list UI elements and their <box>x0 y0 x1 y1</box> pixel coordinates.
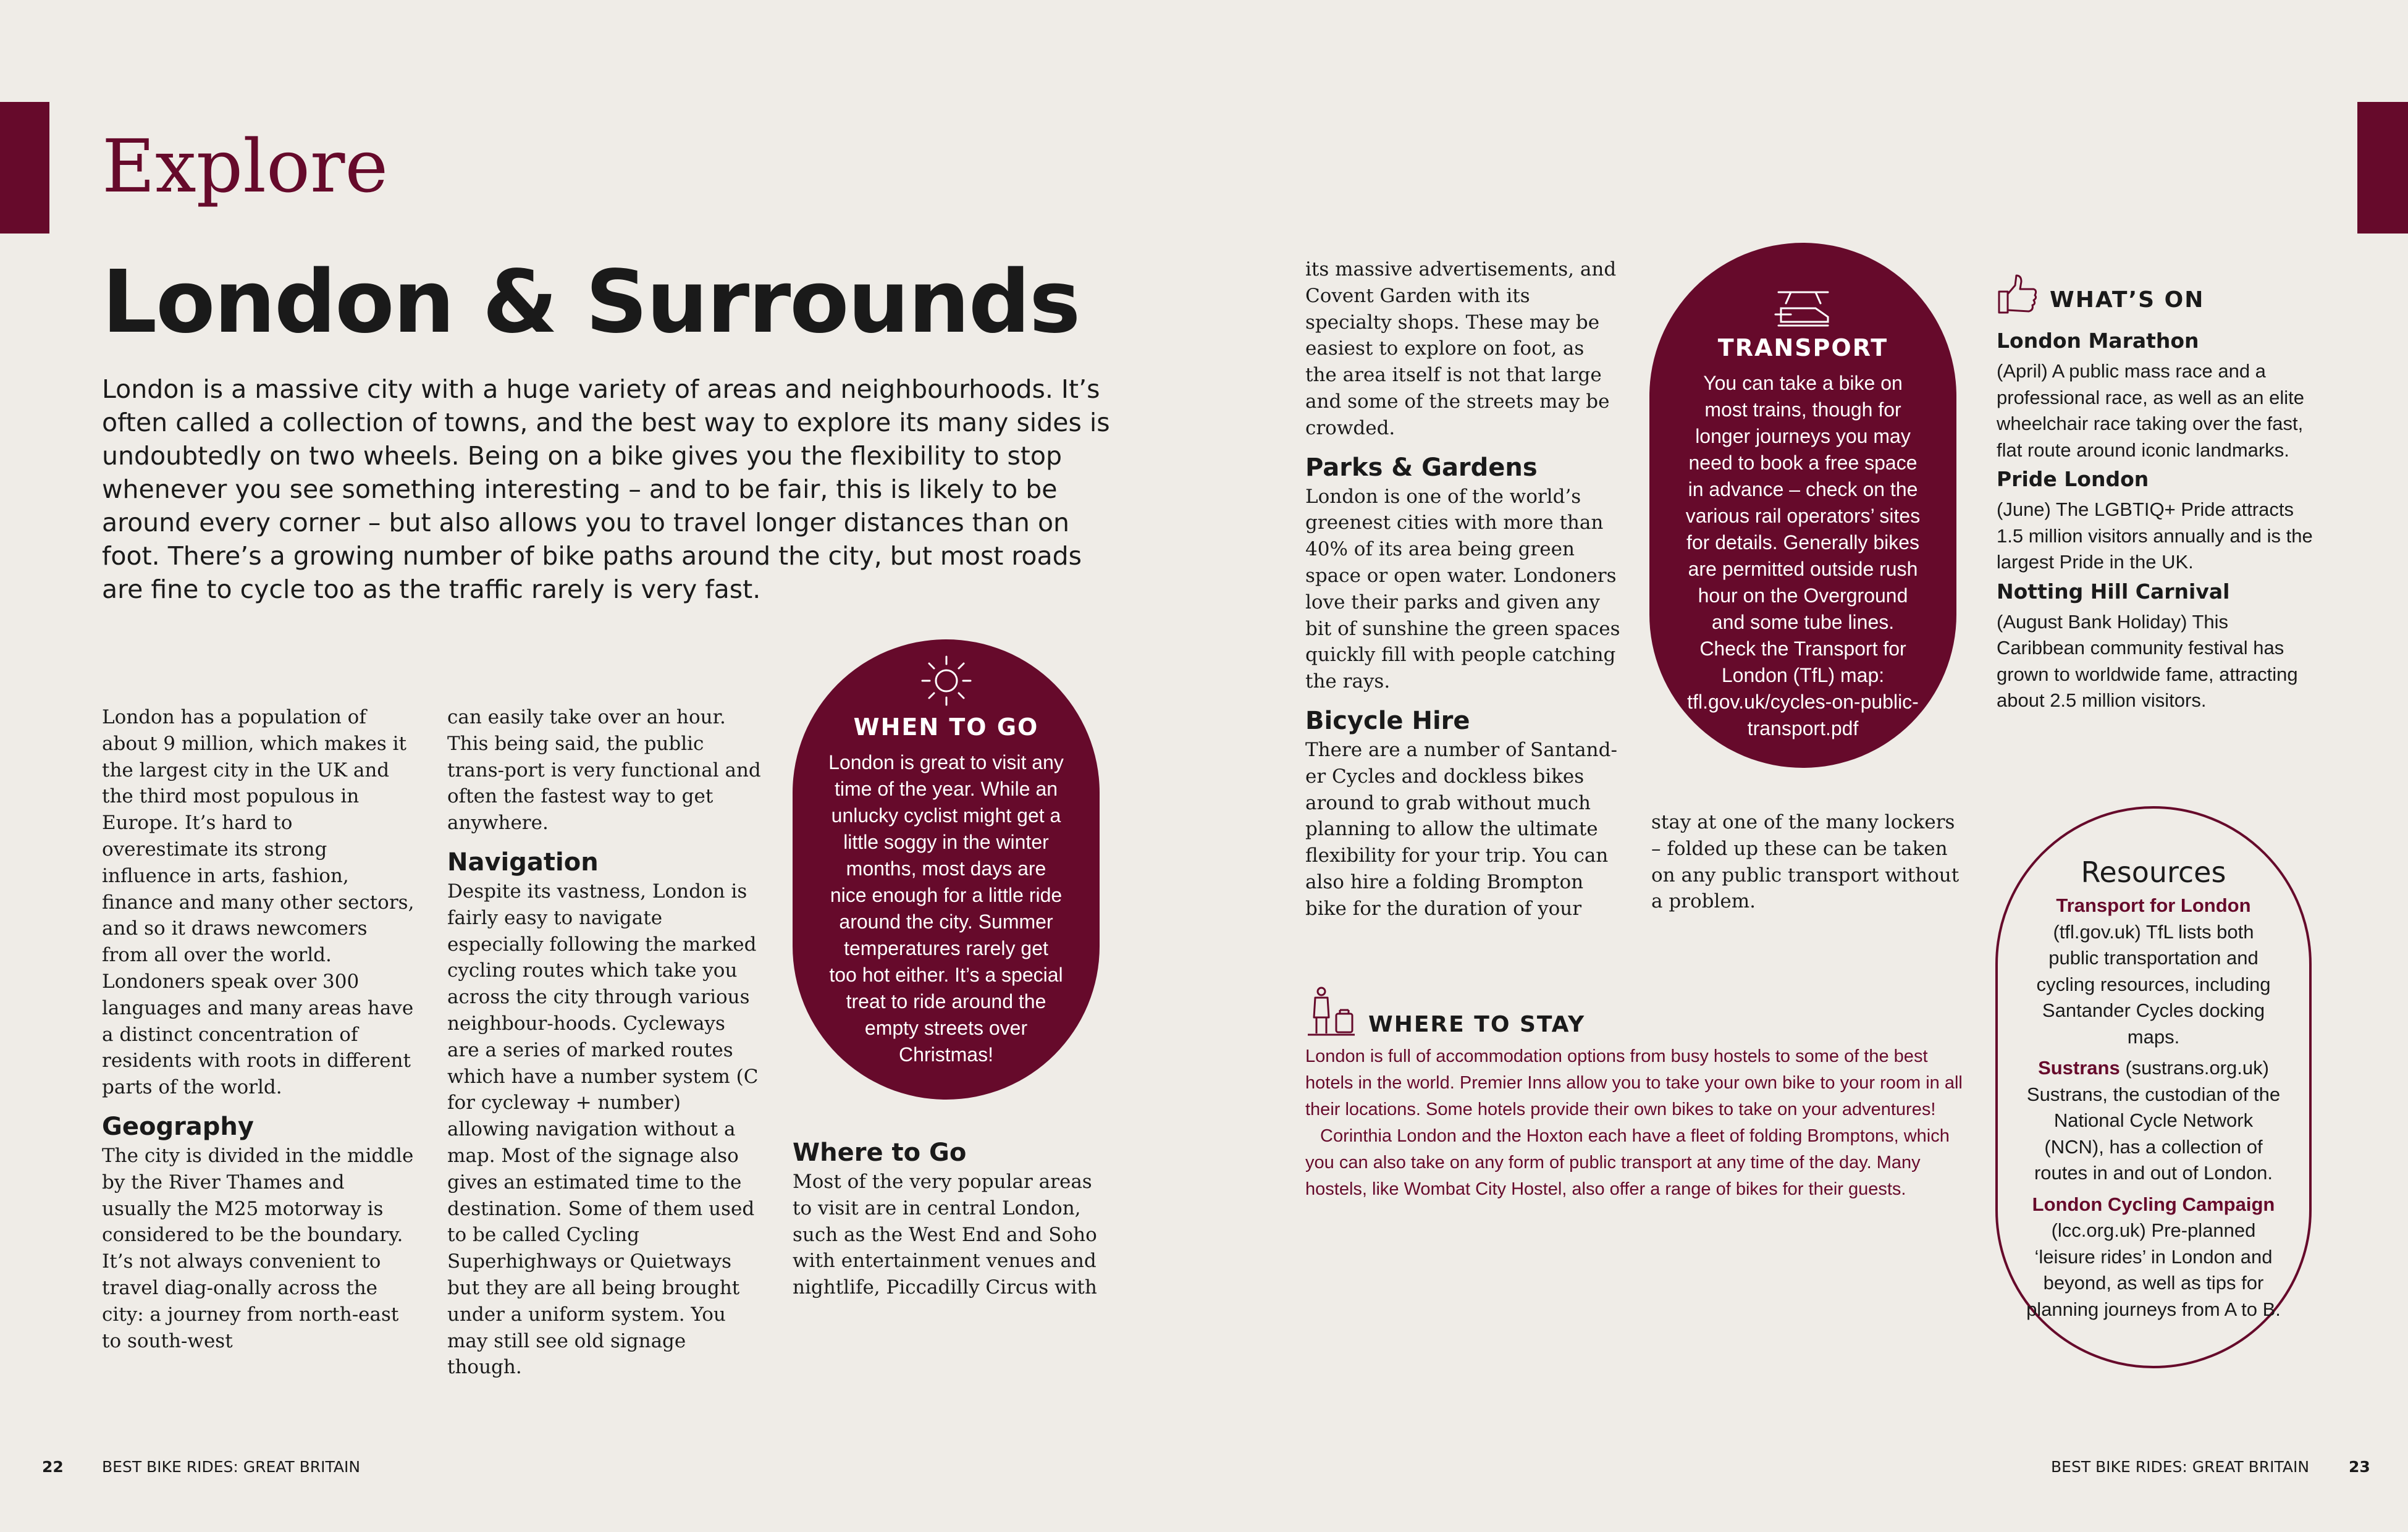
resource-description: (tfl.gov.uk) TfL lists both public transportation and cycling resources, including Santander Cycles docking maps. <box>2036 920 2271 1048</box>
where-to-stay-paragraph-2: Corinthia London and the Hoxton each have a fleet of folding Bromptons, which you can also take on any form of public transport at any time of the day. Many hostels, like Wombat City Hostel, also offer a range of bikes for their guests. <box>1305 1126 1950 1199</box>
event-description: (June) The LGBTIQ+ Pride attracts 1.5 million visitors annually and is the largest Pride in the UK. <box>1997 499 2313 573</box>
where-to-stay-box <box>1305 985 1979 1203</box>
resource-item <box>1998 1055 2309 1187</box>
lockers-paragraph: stay at one of the many lockers – folded up these can be taken on any public transport without a problem. <box>1651 811 1960 913</box>
resources-title: Resources <box>2081 856 2226 889</box>
transport-time-paragraph: can easily take over an hour. This being said, the public trans-port is very functional and often the fastest way to get anywhere. <box>447 706 761 835</box>
geography-heading: Geography <box>102 1112 254 1141</box>
left-page-number: 22 <box>42 1458 64 1476</box>
right-page-number: 23 <box>2349 1458 2370 1476</box>
resources-box <box>1995 806 2312 1368</box>
column-5 <box>1651 809 1966 915</box>
column-2 <box>447 704 762 1381</box>
when-to-go-text: London is great to visit any time of the year. While an unlucky cyclist might get a little soggy in the winter months, most days are nice enough for a little ride around the city. Summer temperatures rarely get too hot either. It’s a special treat to ride around the empty streets over Christmas! <box>828 751 1064 1066</box>
transport-text: You can take a bike on most trains, though for longer journeys you may need to book a free space in advance – check on the various rail operators’ sites for details. Generally bikes are permitted outside rush hour on the Overground and some tube lines. Check the Transport for London (TfL) map: tfl.gov.uk/cycles-on-public-transport.pdf <box>1685 372 1921 739</box>
right-running-title: BEST BIKE RIDES: GREAT BRITAIN <box>2051 1458 2310 1476</box>
areas-paragraph: its massive advertisements, and Covent Garden with its specialty shops. These may be easiest to explore on foot, as the area itself is not that large and some of the streets may be crowded. <box>1305 258 1617 439</box>
where-to-stay-title: WHERE TO STAY <box>1368 1012 1586 1037</box>
navigation-heading: Navigation <box>447 848 599 877</box>
left-running-title: BEST BIKE RIDES: GREAT BRITAIN <box>102 1458 361 1476</box>
transport-title: TRANSPORT <box>1717 334 1888 361</box>
geography-paragraph: The city is divided in the middle by the River Thames and usually the M25 motorway is considered to be the boundary. It’s not always convenient to travel diag-onally across the city: a journey from north-east to south-west <box>102 1144 414 1352</box>
resource-name: Transport for London <box>2056 894 2251 916</box>
thumbs-up-icon <box>1997 272 2040 316</box>
intro-paragraph: London is a massive city with a huge variety of areas and neighbourhoods. It’s often called a collection of towns, and the best way to explore its many sides is undoubtedly on two wheels. Being on a bike gives you the flexibility to stop whenever you see something interesting – and to be fair, this is likely to be around every corner – but also allows you to travel longer distances than on foot. There’s a growing number of bike paths around the city, but most roads are fine to cycle too as the traffic rarely is very fast. <box>102 374 1110 604</box>
where-to-go-paragraph: Most of the very popular areas to visit are in central London, such as the West End and Soho with entertainment venues and nightlife, Piccadilly Circus with <box>793 1171 1097 1299</box>
where-to-stay-paragraph-1: London is full of accommodation options from busy hostels to some of the best hotels in the world. Premier Inns allow you to take your own bike to your room in all their locations. Some hotels provide their own bikes to take on your adventures! <box>1305 1046 1963 1119</box>
event-name: London Marathon <box>1997 329 2199 353</box>
event-name: Pride London <box>1997 467 2149 491</box>
event-name: Notting Hill Carnival <box>1997 579 2230 604</box>
resource-name: London Cycling Campaign <box>2032 1193 2275 1215</box>
when-to-go-title: WHEN TO GO <box>853 713 1039 741</box>
transport-box <box>1649 243 1956 768</box>
train-icon <box>1772 286 1834 329</box>
section-label: Explore <box>102 124 389 209</box>
sun-icon <box>919 653 974 709</box>
whats-on-box <box>1997 272 2318 717</box>
right-edge-tab <box>2357 102 2408 234</box>
hotel-bellhop-icon <box>1305 985 1357 1037</box>
event-description: (April) A public mass race and a professional race, as well as an elite wheelchair race taking over the fast, flat route around iconic landmarks. <box>1997 360 2304 461</box>
parks-paragraph: London is one of the world’s greenest cities with more than 40% of its area being green space or open water. Londoners love their parks and given any bit of sunshine the green spaces quickly fill with people catching the rays. <box>1305 485 1620 693</box>
resource-name: Sustrans <box>2038 1057 2120 1079</box>
column-3 <box>793 1137 1108 1301</box>
parks-heading: Parks & Gardens <box>1305 453 1538 482</box>
left-edge-tab <box>0 102 49 234</box>
resource-item <box>1998 893 2309 1050</box>
event-description: (August Bank Holiday) This Caribbean community festival has grown to worldwide fame, attracting about 2.5 million visitors. <box>1997 610 2298 711</box>
whats-on-title: WHAT’S ON <box>2050 287 2205 313</box>
column-1 <box>102 704 417 1354</box>
column-4 <box>1305 256 1620 922</box>
resource-item <box>1998 1192 2309 1323</box>
when-to-go-box <box>793 639 1100 1100</box>
resource-description: (lcc.org.uk) Pre-planned ‘leisure rides’ in London and beyond, as well as tips for planning journeys from A to B. <box>2026 1219 2281 1320</box>
population-paragraph: London has a population of about 9 million, which makes it the largest city in the UK and the third most populous in Europe. It’s hard to overestimate its strong influence in arts, fashion, finance and many other sectors, and so it draws newcomers from all over the world. Londoners speak over 300 languages and many areas have a distinct concentration of residents with roots in different parts of the world. <box>102 706 415 1099</box>
where-to-go-heading: Where to Go <box>793 1138 967 1167</box>
page-title: London & Surrounds <box>102 252 1080 353</box>
bicycle-hire-paragraph: There are a number of Santand-er Cycles and dockless bikes around to grab without much planning to allow the ultimate flexibility for your trip. You can also hire a folding Brompton bike for the duration of your <box>1305 738 1617 920</box>
resource-description: (sustrans.org.uk) Sustrans, the custodian of the National Cycle Network (NCN), has a collection of routes in and out of London. <box>2026 1057 2281 1184</box>
bicycle-hire-heading: Bicycle Hire <box>1305 706 1470 735</box>
navigation-paragraph: Despite its vastness, London is fairly easy to navigate especially following the marked cycling routes which take you across the city through various neighbour-hoods. Cycleways are a series of marked routes which have a number system (C for cycleway + number) allowing navigation without a map. Most of the signage also gives an estimated time to the destination. Some of them used to be called Cycling Superhighways or Quietways but they are all being brought under a uniform system. You may still see old signage though. <box>447 880 759 1379</box>
